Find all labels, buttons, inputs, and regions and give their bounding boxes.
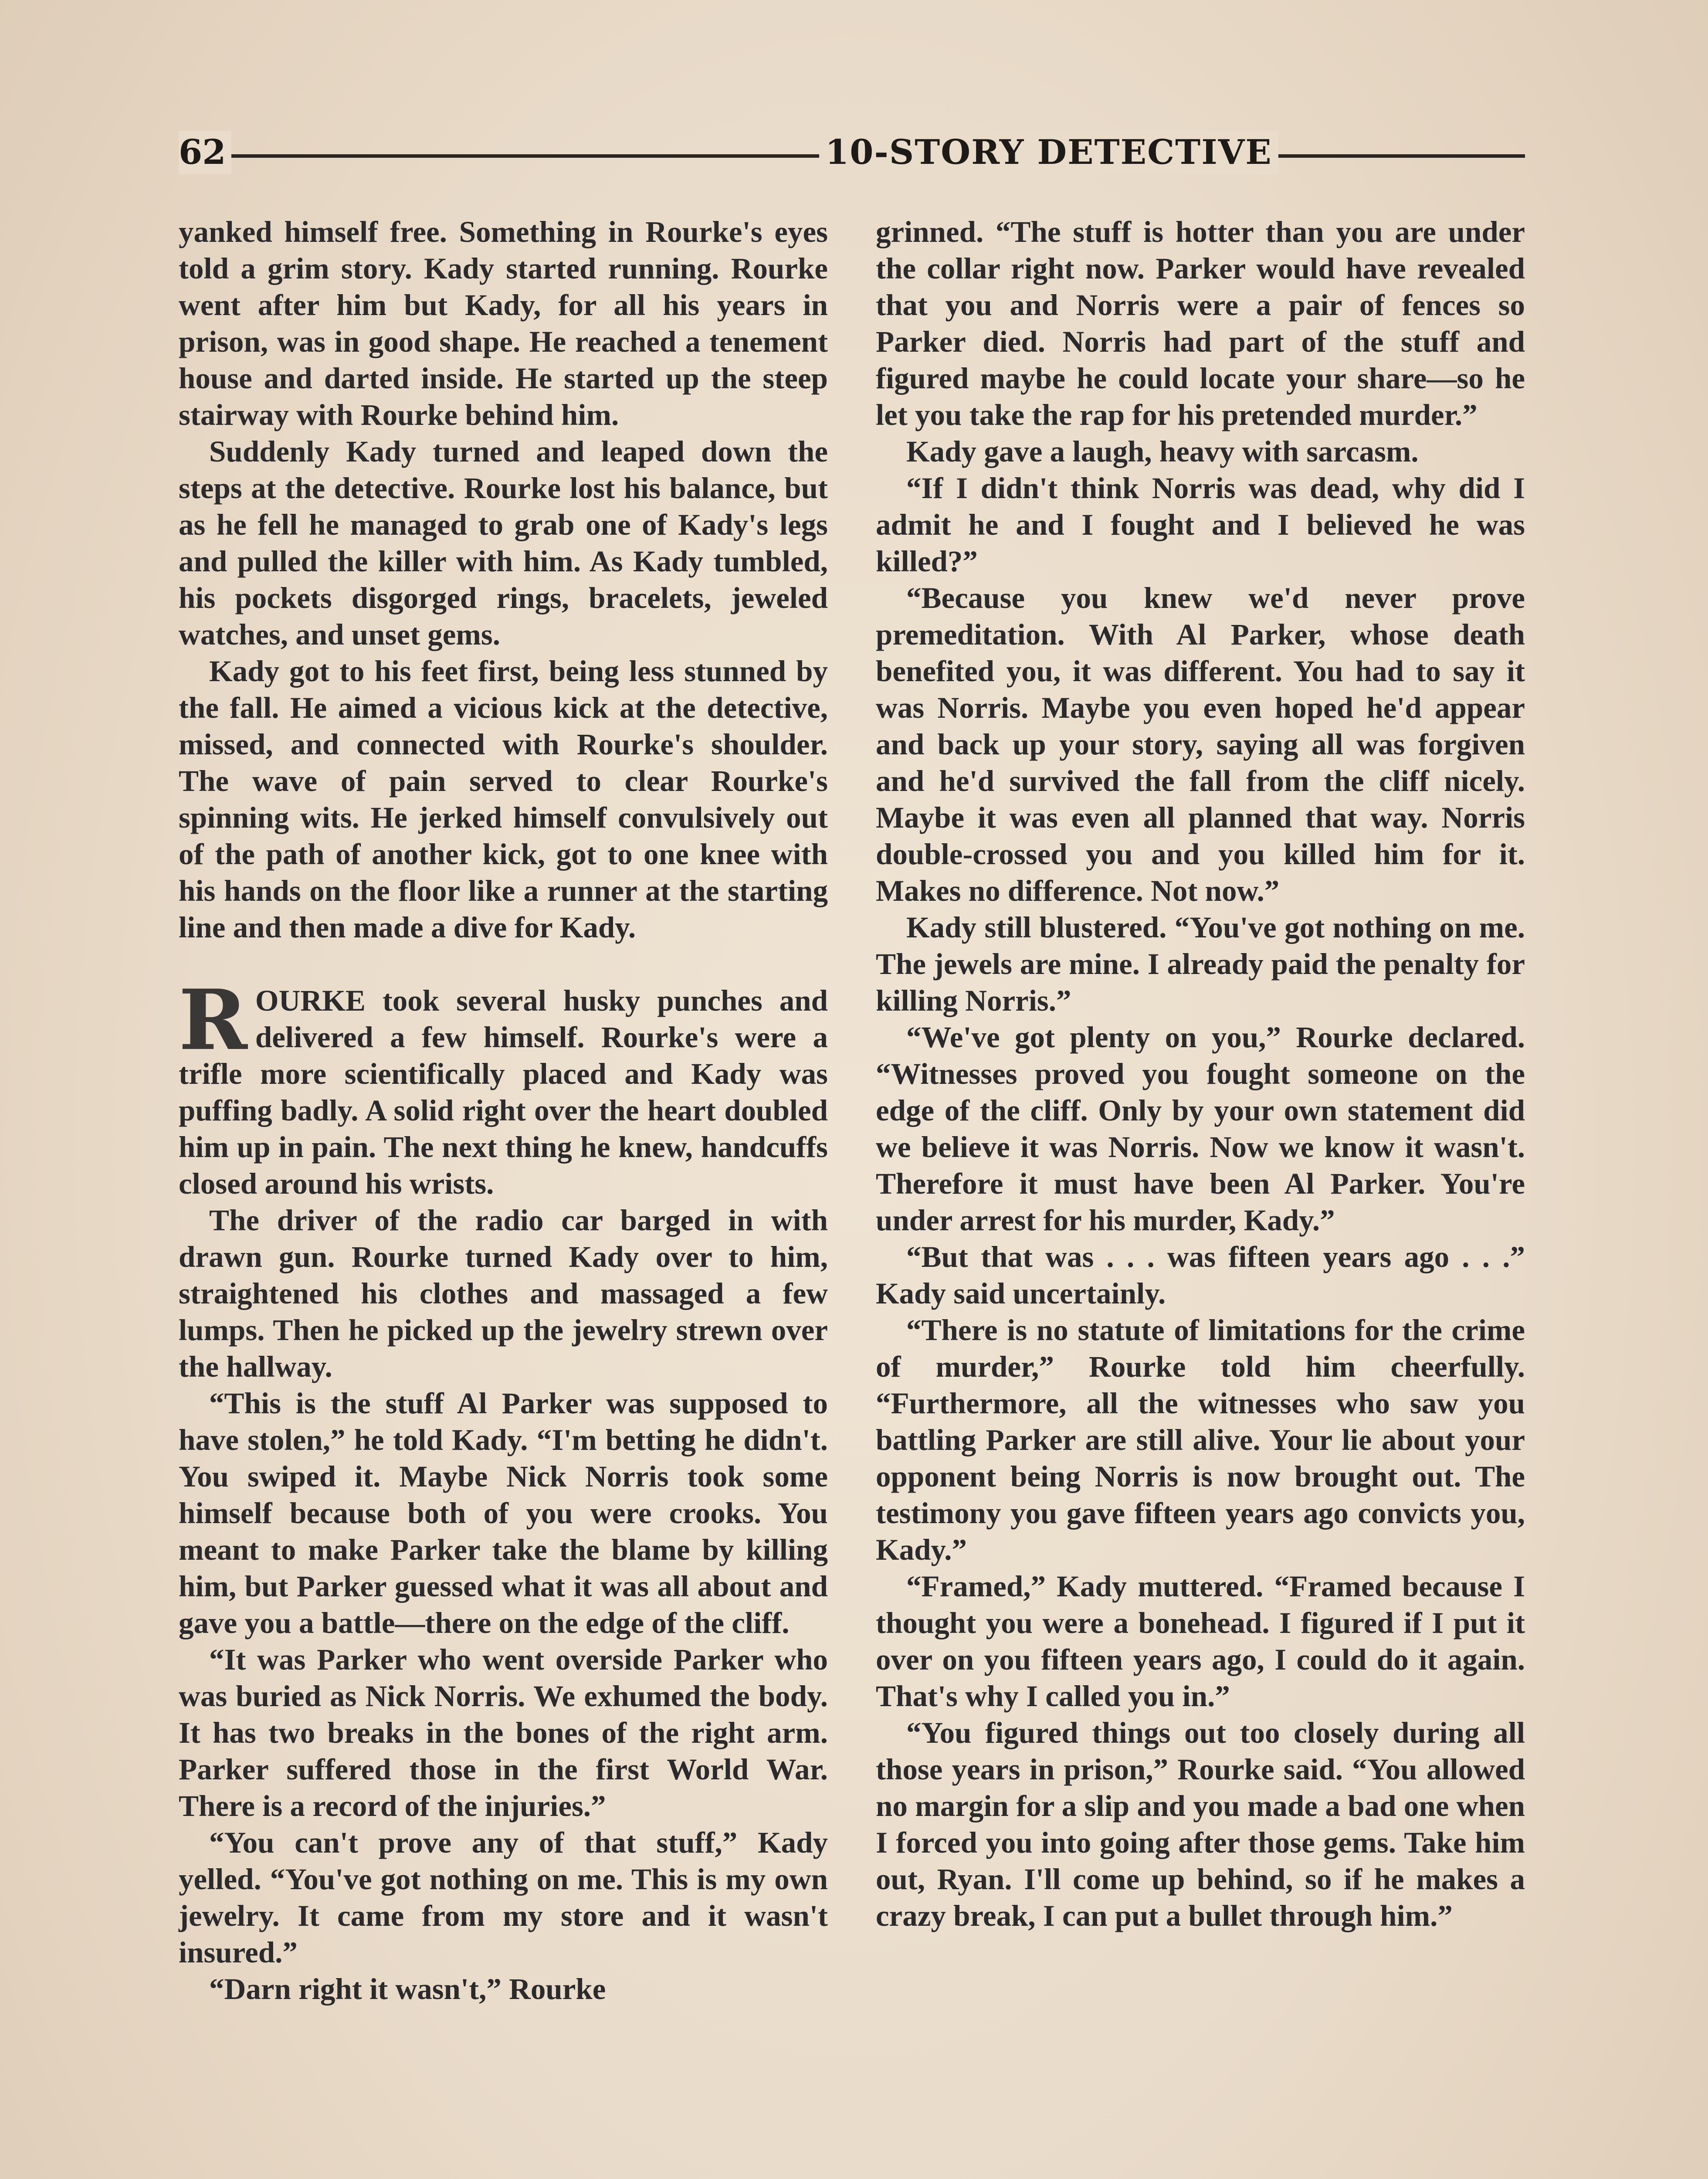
paragraph: “It was Parker who went overside Parker who was buried as Nick Norris. We exhumed the body. It has two breaks in the bones of the right arm. Parker suffered those in the first World War. There is a record of the injuries.” — [179, 1643, 828, 1823]
paragraph: grinned. “The stuff is hotter than you are under the collar right now. Parker would have revealed that you and Norris were a pair of fences so Parker died. Norris had part of the stuff and figured maybe he could locate your share—so he let you take the rap for his pretended murder.” — [876, 215, 1525, 431]
paragraph: “Because you knew we'd never prove premeditation. With Al Parker, whose death benefited you, it was different. You had to say it was Norris. Maybe you even hoped he'd appear and back up your story, saying all was forgiven and he'd survived the fall from the cliff nicely. Maybe it was even all planned that way. Norris double-crossed you and you killed him for it. Makes no difference. Not now.” — [876, 581, 1525, 907]
paragraph: “This is the stuff Al Parker was supposed to have stolen,” he told Kady. “I'm betting he didn't. You swiped it. Maybe Nick Norris took some himself because both of you were crooks. You meant to make Parker take the blame by killing him, but Parker guessed what it was all about and gave you a battle—there on the edge of the cliff. — [179, 1387, 828, 1639]
paragraph: Suddenly Kady turned and leaped down the steps at the detective. Rourke lost his balance, but as he fell he managed to grab one of Kady's legs and pulled the killer with him. As Kady tumbled, his pockets disgorged rings, bracelets, jeweled watches, and unset gems. — [179, 435, 828, 651]
running-header — [179, 126, 1525, 179]
paragraph: “If I didn't think Norris was dead, why did I admit he and I fought and I believed he was killed?” — [876, 472, 1525, 578]
drop-cap-letter: R — [179, 971, 247, 1069]
paragraph: “We've got plenty on you,” Rourke declared. “Witnesses proved you fought someone on the edge of the cliff. Only by your own statement did we believe it was Norris. Now we know it wasn't. Therefore it must have been Al Parker. You're under arrest for his murder, Kady.” — [876, 1021, 1525, 1237]
paragraph: “Darn right it wasn't,” Rourke — [209, 1972, 606, 2006]
paragraph: “But that was . . . was fifteen years ago . . .” Kady said uncertainly. — [876, 1240, 1525, 1310]
paragraph: Kady gave a laugh, heavy with sarcasm. — [906, 435, 1419, 468]
left-column — [179, 214, 828, 2007]
paragraph: The driver of the radio car barged in with drawn gun. Rourke turned Kady over to him, straightened his clothes and massaged a few lumps. Then he picked up the jewelry strewn over the hallway. — [179, 1204, 828, 1383]
paragraph: “There is no statute of limitations for the crime of murder,” Rourke told him cheerfully. “Furthermore, all the witnesses who saw you battling Parker are still alive. Your lie about your opponent being Norris is now brought out. The testimony you gave fifteen years ago convicts you, Kady.” — [876, 1314, 1525, 1566]
page-number: 62 — [179, 131, 231, 174]
right-column — [876, 214, 1525, 1934]
dropcap-paragraph — [179, 971, 828, 1202]
paragraph: Kady still blustered. “You've got nothing on me. The jewels are mine. I already paid the penalty for killing Norris.” — [876, 911, 1525, 1017]
paragraph: Kady got to his feet first, being less stunned by the fall. He aimed a vicious kick at the detective, missed, and connected with Rourke's shoulder. The wave of pain served to clear Rourke's spinning wits. He jerked himself convulsively out of the path of another kick, got to one knee with his hands on the floor like a runner at the starting line and then made a dive for Kady. — [179, 655, 828, 944]
paragraph-lead-word: OURKE — [255, 984, 366, 1017]
paragraph: yanked himself free. Something in Rourke's eyes told a grim story. Kady started running. Rourke went after him but Kady, for all his years in prison, was in good shape. He reached a tenement house and darted inside. He started up the steep stairway with Rourke behind him. — [179, 215, 828, 431]
paragraph: “You figured things out too closely during all those years in prison,” Rourke said. “You allowed no margin for a slip and you made a bad one when I forced you into going after those gems. Take him out, Ryan. I'll come up behind, so if he makes a crazy break, I can put a bullet through him.” — [876, 1716, 1525, 1932]
paragraph-text: took several husky punches and delivered a few himself. Rourke's were a trifle more scientifically placed and Kady was puffing badly. A solid right over the heart doubled him up in pain. The next thing he knew, handcuffs closed around his wrists. — [179, 984, 828, 1200]
magazine-title: 10-STORY DETECTIVE — [819, 131, 1278, 174]
paragraph: “You can't prove any of that stuff,” Kady yelled. “You've got nothing on me. This is my own jewelry. It came from my store and it wasn't insured.” — [179, 1826, 828, 1969]
paragraph: “Framed,” Kady muttered. “Framed because I thought you were a bonehead. I figured if I put it over on you fifteen years ago, I could do it again. That's why I called you in.” — [876, 1570, 1525, 1713]
